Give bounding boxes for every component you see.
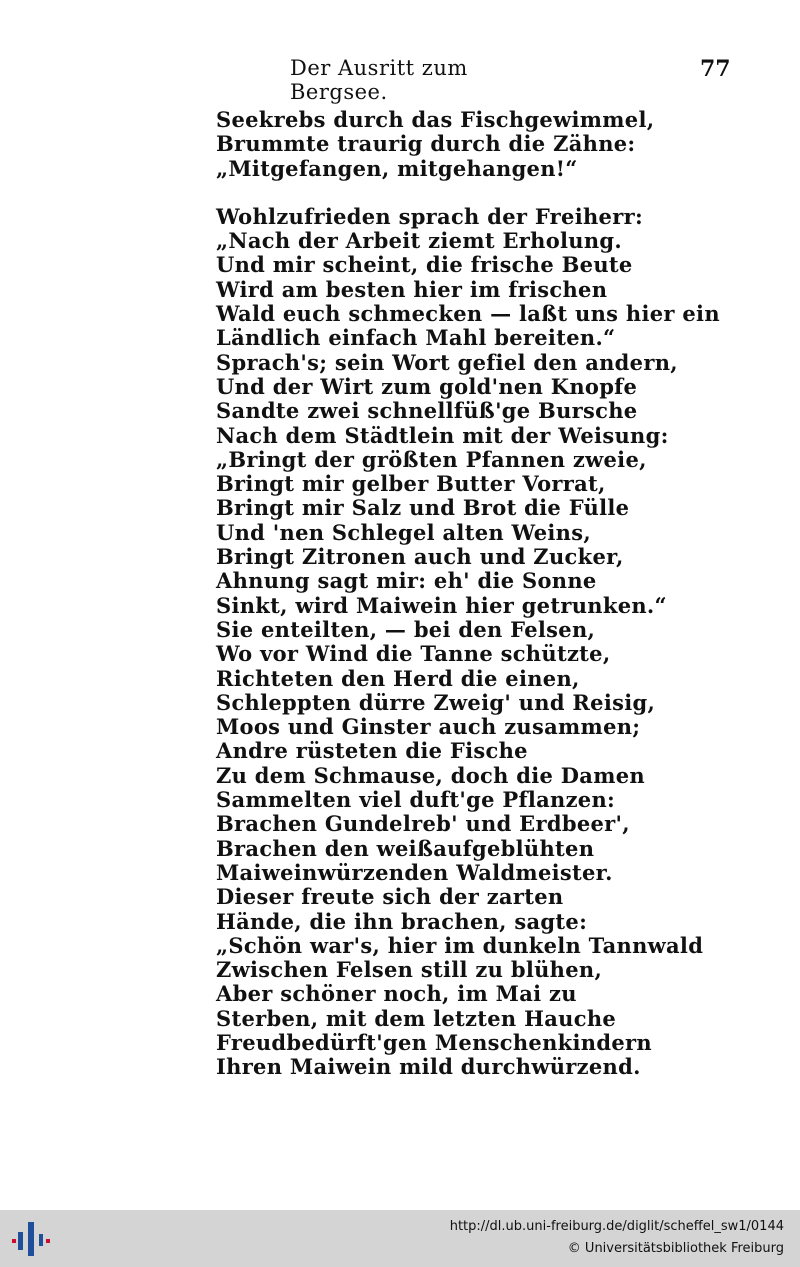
library-logo-icon[interactable] bbox=[12, 1220, 52, 1258]
stanza bbox=[216, 203, 720, 1080]
verse-line: Sie enteilten, — bei den Felsen, bbox=[216, 616, 596, 642]
verse-line: Hände, die ihn brachen, sagte: bbox=[216, 908, 588, 934]
verse-line: Wird am besten hier im frischen bbox=[216, 276, 608, 302]
verse-line: Wohlzufrieden sprach der Freiherr: bbox=[216, 203, 643, 229]
verse-line: Brachen den weißaufgeblühten bbox=[216, 835, 595, 861]
verse-line: Ihren Maiwein mild durchwürzend. bbox=[216, 1054, 641, 1080]
verse-line: Und 'nen Schlegel alten Weins, bbox=[216, 519, 591, 545]
page-number: 77 bbox=[700, 56, 731, 82]
verse-line: „Mitgefangen, mitgehangen!“ bbox=[216, 155, 578, 181]
verse-line: Seekrebs durch das Fischgewimmel, bbox=[216, 107, 655, 132]
verse-line: Aber schöner noch, im Mai zu bbox=[216, 981, 577, 1007]
verse-line: Bringt mir Salz und Brot die Fülle bbox=[216, 495, 630, 521]
verse-line: „Schön war's, hier im dunkeln Tannwald bbox=[216, 932, 704, 958]
verse-line: Sterben, mit dem letzten Hauche bbox=[216, 1005, 617, 1031]
verse-line: Nach dem Städtlein mit der Weisung: bbox=[216, 422, 669, 448]
verse-line: Sinkt, wird Maiwein hier getrunken.“ bbox=[216, 592, 667, 618]
verse-line: Sprach's; sein Wort gefiel den andern, bbox=[216, 349, 678, 375]
copyright-notice: © Universitätsbibliothek Freiburg bbox=[567, 1241, 784, 1256]
verse-line: Wald euch schmecken — laßt uns hier ein bbox=[216, 301, 720, 327]
verse-line: Freudbedürft'gen Menschenkindern bbox=[216, 1029, 652, 1055]
verse-line: Andre rüsteten die Fische bbox=[216, 738, 528, 764]
verse-line: Brummte traurig durch die Zähne: bbox=[216, 131, 636, 157]
verse-line: Moos und Ginster auch zusammen; bbox=[216, 714, 641, 740]
verse-line: Schleppten dürre Zweig' und Reisig, bbox=[216, 689, 656, 715]
verse-line: „Bringt der größten Pfannen zweie, bbox=[216, 446, 647, 472]
verse-line: Maiweinwürzenden Waldmeister. bbox=[216, 859, 613, 885]
verse-line: Sandte zwei schnellfüß'ge Bursche bbox=[216, 398, 638, 424]
poem-text bbox=[216, 107, 720, 1080]
verse-line: Wo vor Wind die Tanne schützte, bbox=[216, 641, 611, 667]
verse-line: Und mir scheint, die frische Beute bbox=[216, 252, 633, 278]
verse-line: „Nach der Arbeit ziemt Erholung. bbox=[216, 228, 623, 254]
verse-line: Brachen Gundelreb' und Erdbeer', bbox=[216, 811, 630, 837]
chapter-title: Der Ausritt zum Bergsee. bbox=[290, 56, 468, 104]
verse-line: Ländlich einfach Mahl bereiten.“ bbox=[216, 325, 616, 351]
verse-line: Bringt mir gelber Butter Vorrat, bbox=[216, 471, 606, 497]
verse-line: Dieser freute sich der zarten bbox=[216, 884, 564, 910]
stanza bbox=[216, 108, 676, 181]
verse-line: Richteten den Herd die einen, bbox=[216, 665, 580, 691]
verse-line: Sammelten viel duft'ge Pflanzen: bbox=[216, 787, 616, 813]
viewer-footer bbox=[0, 1210, 800, 1267]
verse-line: Ahnung sagt mir: eh' die Sonne bbox=[216, 568, 597, 594]
source-url-link[interactable]: http://dl.ub.uni-freiburg.de/diglit/scheffel_sw1/0144 bbox=[449, 1219, 784, 1234]
verse-line: Zwischen Felsen still zu blühen, bbox=[216, 957, 603, 983]
verse-line: Zu dem Schmause, doch die Damen bbox=[216, 762, 645, 788]
verse-line: Und der Wirt zum gold'nen Knopfe bbox=[216, 373, 638, 399]
verse-line: Bringt Zitronen auch und Zucker, bbox=[216, 544, 624, 570]
